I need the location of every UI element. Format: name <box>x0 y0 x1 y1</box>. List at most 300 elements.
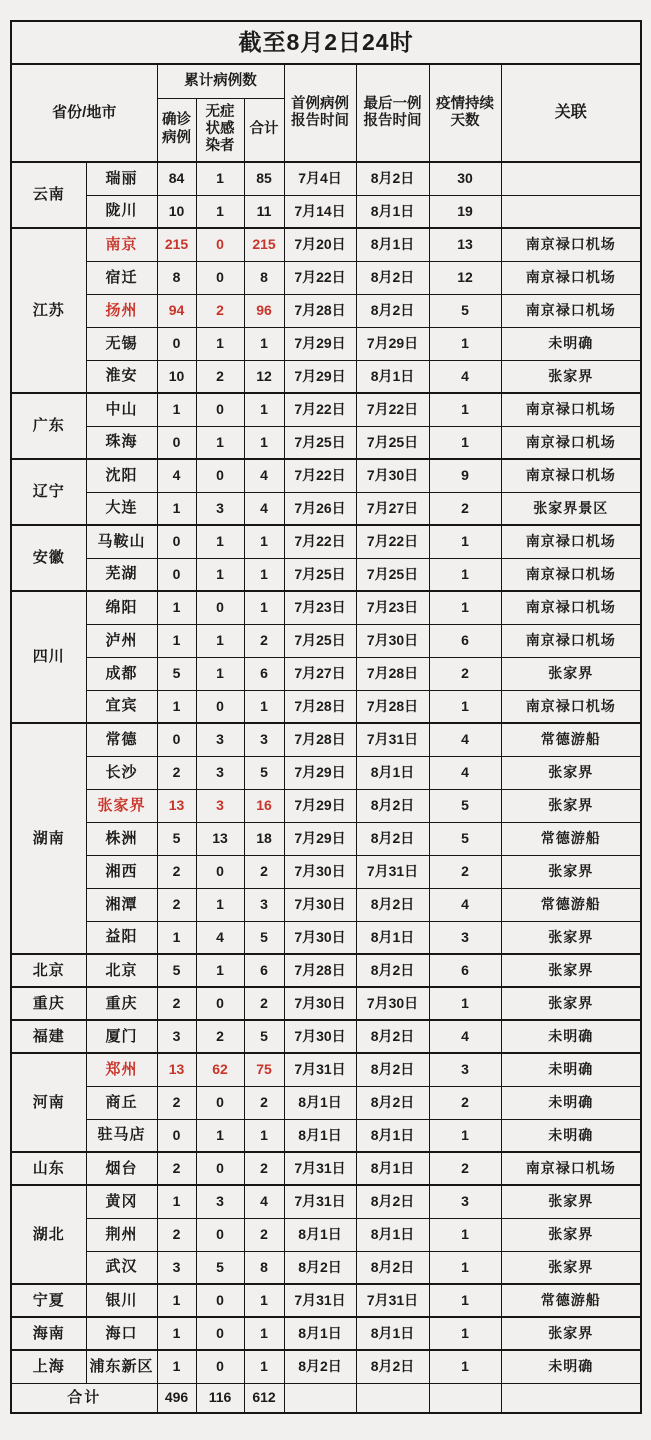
header-row-top <box>11 64 641 98</box>
duration-cell: 12 <box>429 261 501 294</box>
confirmed-cell: 0 <box>157 558 196 591</box>
table-row <box>11 1053 641 1086</box>
city-cell: 瑞丽 <box>86 162 157 195</box>
association-cell: 张家界 <box>501 1185 641 1218</box>
table-title: 截至8月2日24时 <box>11 21 641 64</box>
table-row <box>11 954 641 987</box>
association-cell: 未明确 <box>501 1020 641 1053</box>
asymptomatic-cell: 0 <box>196 1218 244 1251</box>
first-report-cell: 7月30日 <box>284 855 356 888</box>
duration-cell: 4 <box>429 1020 501 1053</box>
last-report-cell: 7月30日 <box>356 624 429 657</box>
first-report-cell: 8月1日 <box>284 1086 356 1119</box>
table-row <box>11 723 641 756</box>
table-row <box>11 195 641 228</box>
association-cell: 张家界 <box>501 789 641 822</box>
city-cell: 荆州 <box>86 1218 157 1251</box>
province-cell: 广东 <box>11 393 86 459</box>
last-report-cell: 8月1日 <box>356 1152 429 1185</box>
association-cell: 南京禄口机场 <box>501 1152 641 1185</box>
asymptomatic-cell: 2 <box>196 294 244 327</box>
association-cell: 未明确 <box>501 327 641 360</box>
association-cell: 南京禄口机场 <box>501 624 641 657</box>
association-cell: 常德游船 <box>501 1284 641 1317</box>
table-row <box>11 789 641 822</box>
table-row <box>11 393 641 426</box>
asymptomatic-cell: 0 <box>196 228 244 261</box>
last-report-cell: 8月2日 <box>356 1053 429 1086</box>
last-report-cell: 8月1日 <box>356 228 429 261</box>
total-confirmed: 496 <box>157 1383 196 1413</box>
epidemic-statistics-table <box>10 20 642 1414</box>
first-report-cell: 7月25日 <box>284 426 356 459</box>
last-report-cell: 8月1日 <box>356 195 429 228</box>
association-cell: 张家界 <box>501 954 641 987</box>
first-report-cell: 7月29日 <box>284 756 356 789</box>
association-cell: 张家界 <box>501 360 641 393</box>
city-cell: 宿迁 <box>86 261 157 294</box>
city-cell: 无锡 <box>86 327 157 360</box>
duration-cell: 1 <box>429 393 501 426</box>
city-cell: 株洲 <box>86 822 157 855</box>
last-report-cell: 7月29日 <box>356 327 429 360</box>
association-cell: 张家界 <box>501 1317 641 1350</box>
table-row <box>11 261 641 294</box>
total-empty-association <box>501 1383 641 1413</box>
table-row <box>11 1284 641 1317</box>
confirmed-cell: 1 <box>157 1350 196 1383</box>
table-row <box>11 228 641 261</box>
last-report-cell: 8月2日 <box>356 162 429 195</box>
total-empty-last-report <box>356 1383 429 1413</box>
first-report-cell: 7月28日 <box>284 954 356 987</box>
asymptomatic-cell: 0 <box>196 393 244 426</box>
association-cell: 未明确 <box>501 1086 641 1119</box>
city-cell: 珠海 <box>86 426 157 459</box>
asymptomatic-cell: 1 <box>196 888 244 921</box>
total-cell: 2 <box>244 624 284 657</box>
total-cell: 1 <box>244 426 284 459</box>
total-cell: 3 <box>244 888 284 921</box>
total-cell: 8 <box>244 1251 284 1284</box>
city-cell: 重庆 <box>86 987 157 1020</box>
first-report-cell: 8月2日 <box>284 1251 356 1284</box>
province-cell: 湖北 <box>11 1185 86 1284</box>
first-report-cell: 7月30日 <box>284 1020 356 1053</box>
city-cell: 扬州 <box>86 294 157 327</box>
city-cell: 郑州 <box>86 1053 157 1086</box>
asymptomatic-cell: 1 <box>196 624 244 657</box>
province-cell: 四川 <box>11 591 86 723</box>
duration-cell: 1 <box>429 426 501 459</box>
total-total: 612 <box>244 1383 284 1413</box>
total-cell: 6 <box>244 657 284 690</box>
last-report-cell: 8月2日 <box>356 1086 429 1119</box>
total-cell: 1 <box>244 525 284 558</box>
first-report-cell: 7月4日 <box>284 162 356 195</box>
association-cell: 张家界 <box>501 657 641 690</box>
city-cell: 大连 <box>86 492 157 525</box>
first-report-cell: 7月28日 <box>284 690 356 723</box>
duration-cell: 1 <box>429 987 501 1020</box>
city-cell: 芜湖 <box>86 558 157 591</box>
last-report-cell: 7月27日 <box>356 492 429 525</box>
last-report-cell: 7月22日 <box>356 525 429 558</box>
duration-cell: 5 <box>429 294 501 327</box>
table-row <box>11 1119 641 1152</box>
city-cell: 中山 <box>86 393 157 426</box>
total-asymptomatic: 116 <box>196 1383 244 1413</box>
duration-cell: 1 <box>429 1350 501 1383</box>
association-cell: 张家界 <box>501 1251 641 1284</box>
city-cell: 常德 <box>86 723 157 756</box>
asymptomatic-cell: 0 <box>196 261 244 294</box>
header-confirmed: 确诊病例 <box>157 98 196 162</box>
asymptomatic-cell: 0 <box>196 690 244 723</box>
confirmed-cell: 3 <box>157 1020 196 1053</box>
asymptomatic-cell: 0 <box>196 987 244 1020</box>
table-row <box>11 162 641 195</box>
confirmed-cell: 1 <box>157 690 196 723</box>
association-cell: 未明确 <box>501 1350 641 1383</box>
table-row <box>11 1185 641 1218</box>
first-report-cell: 7月28日 <box>284 294 356 327</box>
table-row <box>11 1350 641 1383</box>
duration-cell: 5 <box>429 822 501 855</box>
asymptomatic-cell: 2 <box>196 360 244 393</box>
table-row <box>11 987 641 1020</box>
province-cell: 山东 <box>11 1152 86 1185</box>
first-report-cell: 7月29日 <box>284 789 356 822</box>
total-cell: 1 <box>244 327 284 360</box>
last-report-cell: 8月1日 <box>356 1317 429 1350</box>
asymptomatic-cell: 0 <box>196 1152 244 1185</box>
duration-cell: 1 <box>429 1251 501 1284</box>
association-cell: 未明确 <box>501 1119 641 1152</box>
total-cell: 5 <box>244 921 284 954</box>
table-row <box>11 756 641 789</box>
duration-cell: 1 <box>429 1218 501 1251</box>
first-report-cell: 7月30日 <box>284 888 356 921</box>
association-cell: 常德游船 <box>501 888 641 921</box>
province-cell: 云南 <box>11 162 86 228</box>
confirmed-cell: 8 <box>157 261 196 294</box>
association-cell: 南京禄口机场 <box>501 393 641 426</box>
last-report-cell: 8月2日 <box>356 1020 429 1053</box>
asymptomatic-cell: 1 <box>196 426 244 459</box>
city-cell: 益阳 <box>86 921 157 954</box>
asymptomatic-cell: 0 <box>196 1317 244 1350</box>
city-cell: 淮安 <box>86 360 157 393</box>
table-row <box>11 591 641 624</box>
asymptomatic-cell: 1 <box>196 954 244 987</box>
city-cell: 宜宾 <box>86 690 157 723</box>
first-report-cell: 7月31日 <box>284 1284 356 1317</box>
confirmed-cell: 1 <box>157 1284 196 1317</box>
first-report-cell: 7月28日 <box>284 723 356 756</box>
confirmed-cell: 1 <box>157 591 196 624</box>
confirmed-cell: 84 <box>157 162 196 195</box>
first-report-cell: 7月23日 <box>284 591 356 624</box>
province-cell: 福建 <box>11 1020 86 1053</box>
confirmed-cell: 5 <box>157 954 196 987</box>
first-report-cell: 7月29日 <box>284 360 356 393</box>
duration-cell: 2 <box>429 657 501 690</box>
association-cell: 张家界 <box>501 987 641 1020</box>
asymptomatic-cell: 1 <box>196 195 244 228</box>
asymptomatic-cell: 62 <box>196 1053 244 1086</box>
header-first-report: 首例病例报告时间 <box>284 64 356 162</box>
confirmed-cell: 0 <box>157 327 196 360</box>
association-cell: 南京禄口机场 <box>501 690 641 723</box>
total-row <box>11 1383 641 1413</box>
association-cell: 南京禄口机场 <box>501 525 641 558</box>
confirmed-cell: 2 <box>157 888 196 921</box>
last-report-cell: 8月2日 <box>356 1251 429 1284</box>
header-asymptomatic: 无症状感染者 <box>196 98 244 162</box>
confirmed-cell: 5 <box>157 657 196 690</box>
header-province-city: 省份/地市 <box>11 64 157 162</box>
asymptomatic-cell: 3 <box>196 492 244 525</box>
province-cell: 河南 <box>11 1053 86 1152</box>
confirmed-cell: 2 <box>157 756 196 789</box>
total-cell: 1 <box>244 591 284 624</box>
association-cell: 张家界 <box>501 1218 641 1251</box>
table-row <box>11 327 641 360</box>
table-row <box>11 558 641 591</box>
table-row <box>11 360 641 393</box>
total-cell: 2 <box>244 1218 284 1251</box>
association-cell: 南京禄口机场 <box>501 261 641 294</box>
total-cell: 96 <box>244 294 284 327</box>
confirmed-cell: 5 <box>157 822 196 855</box>
confirmed-cell: 1 <box>157 492 196 525</box>
table-row <box>11 690 641 723</box>
city-cell: 张家界 <box>86 789 157 822</box>
table-row <box>11 492 641 525</box>
duration-cell: 1 <box>429 591 501 624</box>
duration-cell: 2 <box>429 1086 501 1119</box>
province-cell: 宁夏 <box>11 1284 86 1317</box>
table-row <box>11 1317 641 1350</box>
association-cell: 张家界景区 <box>501 492 641 525</box>
association-cell: 常德游船 <box>501 822 641 855</box>
duration-cell: 6 <box>429 624 501 657</box>
first-report-cell: 7月29日 <box>284 327 356 360</box>
last-report-cell: 7月31日 <box>356 1284 429 1317</box>
city-cell: 驻马店 <box>86 1119 157 1152</box>
last-report-cell: 7月25日 <box>356 558 429 591</box>
duration-cell: 5 <box>429 789 501 822</box>
city-cell: 长沙 <box>86 756 157 789</box>
table-row <box>11 459 641 492</box>
province-cell: 湖南 <box>11 723 86 954</box>
last-report-cell: 8月2日 <box>356 1350 429 1383</box>
city-cell: 黄冈 <box>86 1185 157 1218</box>
table-row <box>11 525 641 558</box>
province-cell: 北京 <box>11 954 86 987</box>
last-report-cell: 8月1日 <box>356 1218 429 1251</box>
table-row <box>11 624 641 657</box>
last-report-cell: 7月22日 <box>356 393 429 426</box>
total-cell: 2 <box>244 987 284 1020</box>
table-row <box>11 1086 641 1119</box>
first-report-cell: 7月27日 <box>284 657 356 690</box>
confirmed-cell: 0 <box>157 525 196 558</box>
asymptomatic-cell: 4 <box>196 921 244 954</box>
confirmed-cell: 4 <box>157 459 196 492</box>
duration-cell: 9 <box>429 459 501 492</box>
first-report-cell: 7月31日 <box>284 1053 356 1086</box>
first-report-cell: 8月2日 <box>284 1350 356 1383</box>
table-row <box>11 1020 641 1053</box>
province-cell: 辽宁 <box>11 459 86 525</box>
total-cell: 5 <box>244 1020 284 1053</box>
last-report-cell: 7月31日 <box>356 723 429 756</box>
last-report-cell: 8月2日 <box>356 954 429 987</box>
last-report-cell: 8月1日 <box>356 756 429 789</box>
city-cell: 北京 <box>86 954 157 987</box>
city-cell: 沈阳 <box>86 459 157 492</box>
association-cell: 南京禄口机场 <box>501 228 641 261</box>
last-report-cell: 8月2日 <box>356 294 429 327</box>
total-cell: 85 <box>244 162 284 195</box>
asymptomatic-cell: 0 <box>196 1350 244 1383</box>
city-cell: 湘西 <box>86 855 157 888</box>
confirmed-cell: 3 <box>157 1251 196 1284</box>
asymptomatic-cell: 3 <box>196 1185 244 1218</box>
association-cell: 南京禄口机场 <box>501 459 641 492</box>
total-cell: 4 <box>244 492 284 525</box>
total-cell: 1 <box>244 1317 284 1350</box>
association-cell: 未明确 <box>501 1053 641 1086</box>
duration-cell: 13 <box>429 228 501 261</box>
first-report-cell: 7月31日 <box>284 1185 356 1218</box>
association-cell: 张家界 <box>501 855 641 888</box>
first-report-cell: 8月1日 <box>284 1317 356 1350</box>
last-report-cell: 7月28日 <box>356 657 429 690</box>
province-cell: 江苏 <box>11 228 86 393</box>
association-cell <box>501 162 641 195</box>
confirmed-cell: 1 <box>157 921 196 954</box>
confirmed-cell: 2 <box>157 1218 196 1251</box>
total-empty-duration <box>429 1383 501 1413</box>
duration-cell: 4 <box>429 888 501 921</box>
first-report-cell: 7月22日 <box>284 393 356 426</box>
confirmed-cell: 1 <box>157 393 196 426</box>
confirmed-cell: 0 <box>157 723 196 756</box>
confirmed-cell: 1 <box>157 1317 196 1350</box>
header-last-report: 最后一例报告时间 <box>356 64 429 162</box>
first-report-cell: 7月31日 <box>284 1152 356 1185</box>
first-report-cell: 7月22日 <box>284 525 356 558</box>
table-row <box>11 822 641 855</box>
total-cell: 18 <box>244 822 284 855</box>
duration-cell: 3 <box>429 1053 501 1086</box>
last-report-cell: 7月28日 <box>356 690 429 723</box>
duration-cell: 1 <box>429 1119 501 1152</box>
province-cell: 重庆 <box>11 987 86 1020</box>
total-label: 合计 <box>11 1383 157 1413</box>
confirmed-cell: 94 <box>157 294 196 327</box>
total-cell: 8 <box>244 261 284 294</box>
asymptomatic-cell: 3 <box>196 723 244 756</box>
table-row <box>11 921 641 954</box>
city-cell: 绵阳 <box>86 591 157 624</box>
last-report-cell: 7月30日 <box>356 459 429 492</box>
city-cell: 厦门 <box>86 1020 157 1053</box>
total-cell: 1 <box>244 393 284 426</box>
header-total: 合计 <box>244 98 284 162</box>
last-report-cell: 8月1日 <box>356 921 429 954</box>
last-report-cell: 8月2日 <box>356 261 429 294</box>
total-cell: 16 <box>244 789 284 822</box>
last-report-cell: 7月25日 <box>356 426 429 459</box>
table-row <box>11 855 641 888</box>
confirmed-cell: 13 <box>157 789 196 822</box>
table-row <box>11 294 641 327</box>
asymptomatic-cell: 1 <box>196 327 244 360</box>
province-cell: 海南 <box>11 1317 86 1350</box>
table-row <box>11 426 641 459</box>
confirmed-cell: 2 <box>157 1152 196 1185</box>
duration-cell: 1 <box>429 525 501 558</box>
asymptomatic-cell: 2 <box>196 1020 244 1053</box>
association-cell: 南京禄口机场 <box>501 558 641 591</box>
association-cell: 南京禄口机场 <box>501 426 641 459</box>
duration-cell: 3 <box>429 921 501 954</box>
total-cell: 2 <box>244 855 284 888</box>
confirmed-cell: 0 <box>157 426 196 459</box>
confirmed-cell: 2 <box>157 1086 196 1119</box>
first-report-cell: 7月25日 <box>284 558 356 591</box>
asymptomatic-cell: 3 <box>196 789 244 822</box>
first-report-cell: 7月22日 <box>284 261 356 294</box>
asymptomatic-cell: 1 <box>196 1119 244 1152</box>
total-cell: 75 <box>244 1053 284 1086</box>
city-cell: 海口 <box>86 1317 157 1350</box>
asymptomatic-cell: 0 <box>196 855 244 888</box>
association-cell: 南京禄口机场 <box>501 591 641 624</box>
city-cell: 陇川 <box>86 195 157 228</box>
first-report-cell: 7月26日 <box>284 492 356 525</box>
total-cell: 5 <box>244 756 284 789</box>
asymptomatic-cell: 1 <box>196 525 244 558</box>
total-cell: 1 <box>244 1284 284 1317</box>
header-cumulative-cases: 累计病例数 <box>157 64 284 98</box>
association-cell: 常德游船 <box>501 723 641 756</box>
total-cell: 2 <box>244 1086 284 1119</box>
duration-cell: 4 <box>429 723 501 756</box>
duration-cell: 6 <box>429 954 501 987</box>
confirmed-cell: 1 <box>157 624 196 657</box>
duration-cell: 4 <box>429 360 501 393</box>
duration-cell: 1 <box>429 1284 501 1317</box>
association-cell <box>501 195 641 228</box>
total-cell: 11 <box>244 195 284 228</box>
duration-cell: 1 <box>429 327 501 360</box>
total-cell: 1 <box>244 1119 284 1152</box>
city-cell: 湘潭 <box>86 888 157 921</box>
last-report-cell: 8月1日 <box>356 1119 429 1152</box>
asymptomatic-cell: 0 <box>196 591 244 624</box>
duration-cell: 2 <box>429 855 501 888</box>
confirmed-cell: 1 <box>157 1185 196 1218</box>
asymptomatic-cell: 0 <box>196 1086 244 1119</box>
duration-cell: 4 <box>429 756 501 789</box>
total-cell: 4 <box>244 1185 284 1218</box>
duration-cell: 3 <box>429 1185 501 1218</box>
